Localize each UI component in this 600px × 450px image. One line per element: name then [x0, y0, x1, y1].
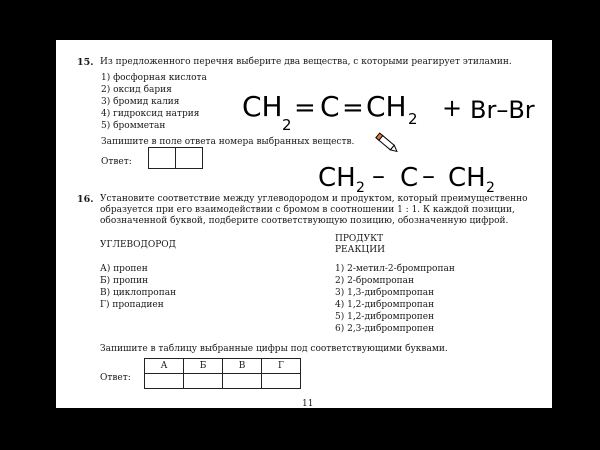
- q16-right-item-5: 5) 1,2-дибромпропен: [335, 312, 435, 322]
- q15-option-3: 3) бромид калия: [101, 97, 180, 107]
- q16-left-item-a: А) пропен: [100, 264, 148, 274]
- q16-table-header-v: В: [223, 359, 262, 374]
- q15-number: 15.: [77, 57, 94, 68]
- hw2-ch2-right: CH: [448, 163, 486, 193]
- q15-option-2: 2) оксид бария: [101, 85, 172, 95]
- q16-left-item-g: Г) пропадиен: [100, 300, 164, 310]
- handwritten-formula-1: [242, 90, 535, 134]
- q16-right-item-4: 4) 1,2-дибромпропан: [335, 300, 435, 310]
- q16-instruction: Запишите в таблицу выбранные цифры под соответствующими буквами.: [100, 344, 448, 354]
- page-number: 11: [302, 399, 314, 408]
- q16-prompt-line-1: Установите соответствие между углеводородом и продуктом, который преимущественно: [100, 194, 528, 204]
- q16-number: 16.: [77, 194, 94, 205]
- q15-option-4: 4) гидроксид натрия: [101, 109, 200, 119]
- hw1-ch2-left: CH: [242, 90, 283, 123]
- hw2-sub-right: 2: [486, 180, 495, 196]
- q16-table-header-a: А: [145, 359, 184, 374]
- hw1-carbon: C: [320, 90, 340, 123]
- q16-right-header-1: ПРОДУКТ: [335, 234, 384, 244]
- q16-left-header: УГЛЕВОДОРОД: [100, 240, 176, 250]
- q16-table-header-b: Б: [184, 359, 223, 374]
- q16-table-header-g: Г: [262, 359, 301, 374]
- q16-prompt-line-3: обозначенной буквой, подберите соответствующую позицию, обозначенную цифрой.: [100, 216, 509, 226]
- hw1-sub-right: 2: [408, 110, 418, 128]
- q15-option-1: 1) фосфорная кислота: [101, 73, 207, 83]
- hw1-sub-left: 2: [282, 116, 292, 134]
- handwriting-layer: [56, 40, 552, 408]
- pencil-cursor-icon: [376, 133, 399, 154]
- q15-answer-label: Ответ:: [101, 157, 132, 167]
- handwritten-formula-2: [318, 161, 495, 196]
- exam-page: [56, 40, 552, 408]
- hw2-sub-left: 2: [356, 180, 365, 196]
- q16-answer-label: Ответ:: [100, 373, 131, 383]
- q15-instruction: Запишите в поле ответа номера выбранных веществ.: [101, 137, 355, 147]
- q15-prompt: Из предложенного перечня выберите два вещества, с которыми реагирует этиламин.: [100, 57, 512, 67]
- hw2-carbon: C: [400, 163, 419, 193]
- q16-right-item-6: 6) 2,3-дибромпропен: [335, 324, 435, 334]
- q16-right-item-1: 1) 2-метил-2-бромпропан: [335, 264, 455, 274]
- q15-option-5: 5) бромметан: [101, 121, 166, 131]
- hw1-plus: +: [442, 94, 463, 122]
- q16-left-item-v: В) циклопропан: [100, 288, 177, 298]
- q16-prompt-line-2: образуется при его взаимодействии с бромом в соотношении 1 : 1. К каждой позиции,: [100, 205, 515, 215]
- q16-left-item-b: Б) пропин: [100, 276, 149, 286]
- hw2-bond-2: –: [422, 161, 435, 191]
- q16-right-item-3: 3) 1,3-дибромпропан: [335, 288, 435, 298]
- hw2-bond-1: –: [372, 161, 385, 191]
- hw2-ch2-left: CH: [318, 163, 356, 193]
- hw1-double-bond-1: =: [294, 93, 316, 123]
- q16-right-item-2: 2) 2-бромпропан: [335, 276, 415, 286]
- q16-right-header-2: РЕАКЦИИ: [335, 245, 385, 255]
- hw1-bromine: Br–Br: [470, 96, 535, 124]
- hw1-double-bond-2: =: [342, 93, 364, 123]
- hw1-ch2-right: CH: [366, 90, 407, 123]
